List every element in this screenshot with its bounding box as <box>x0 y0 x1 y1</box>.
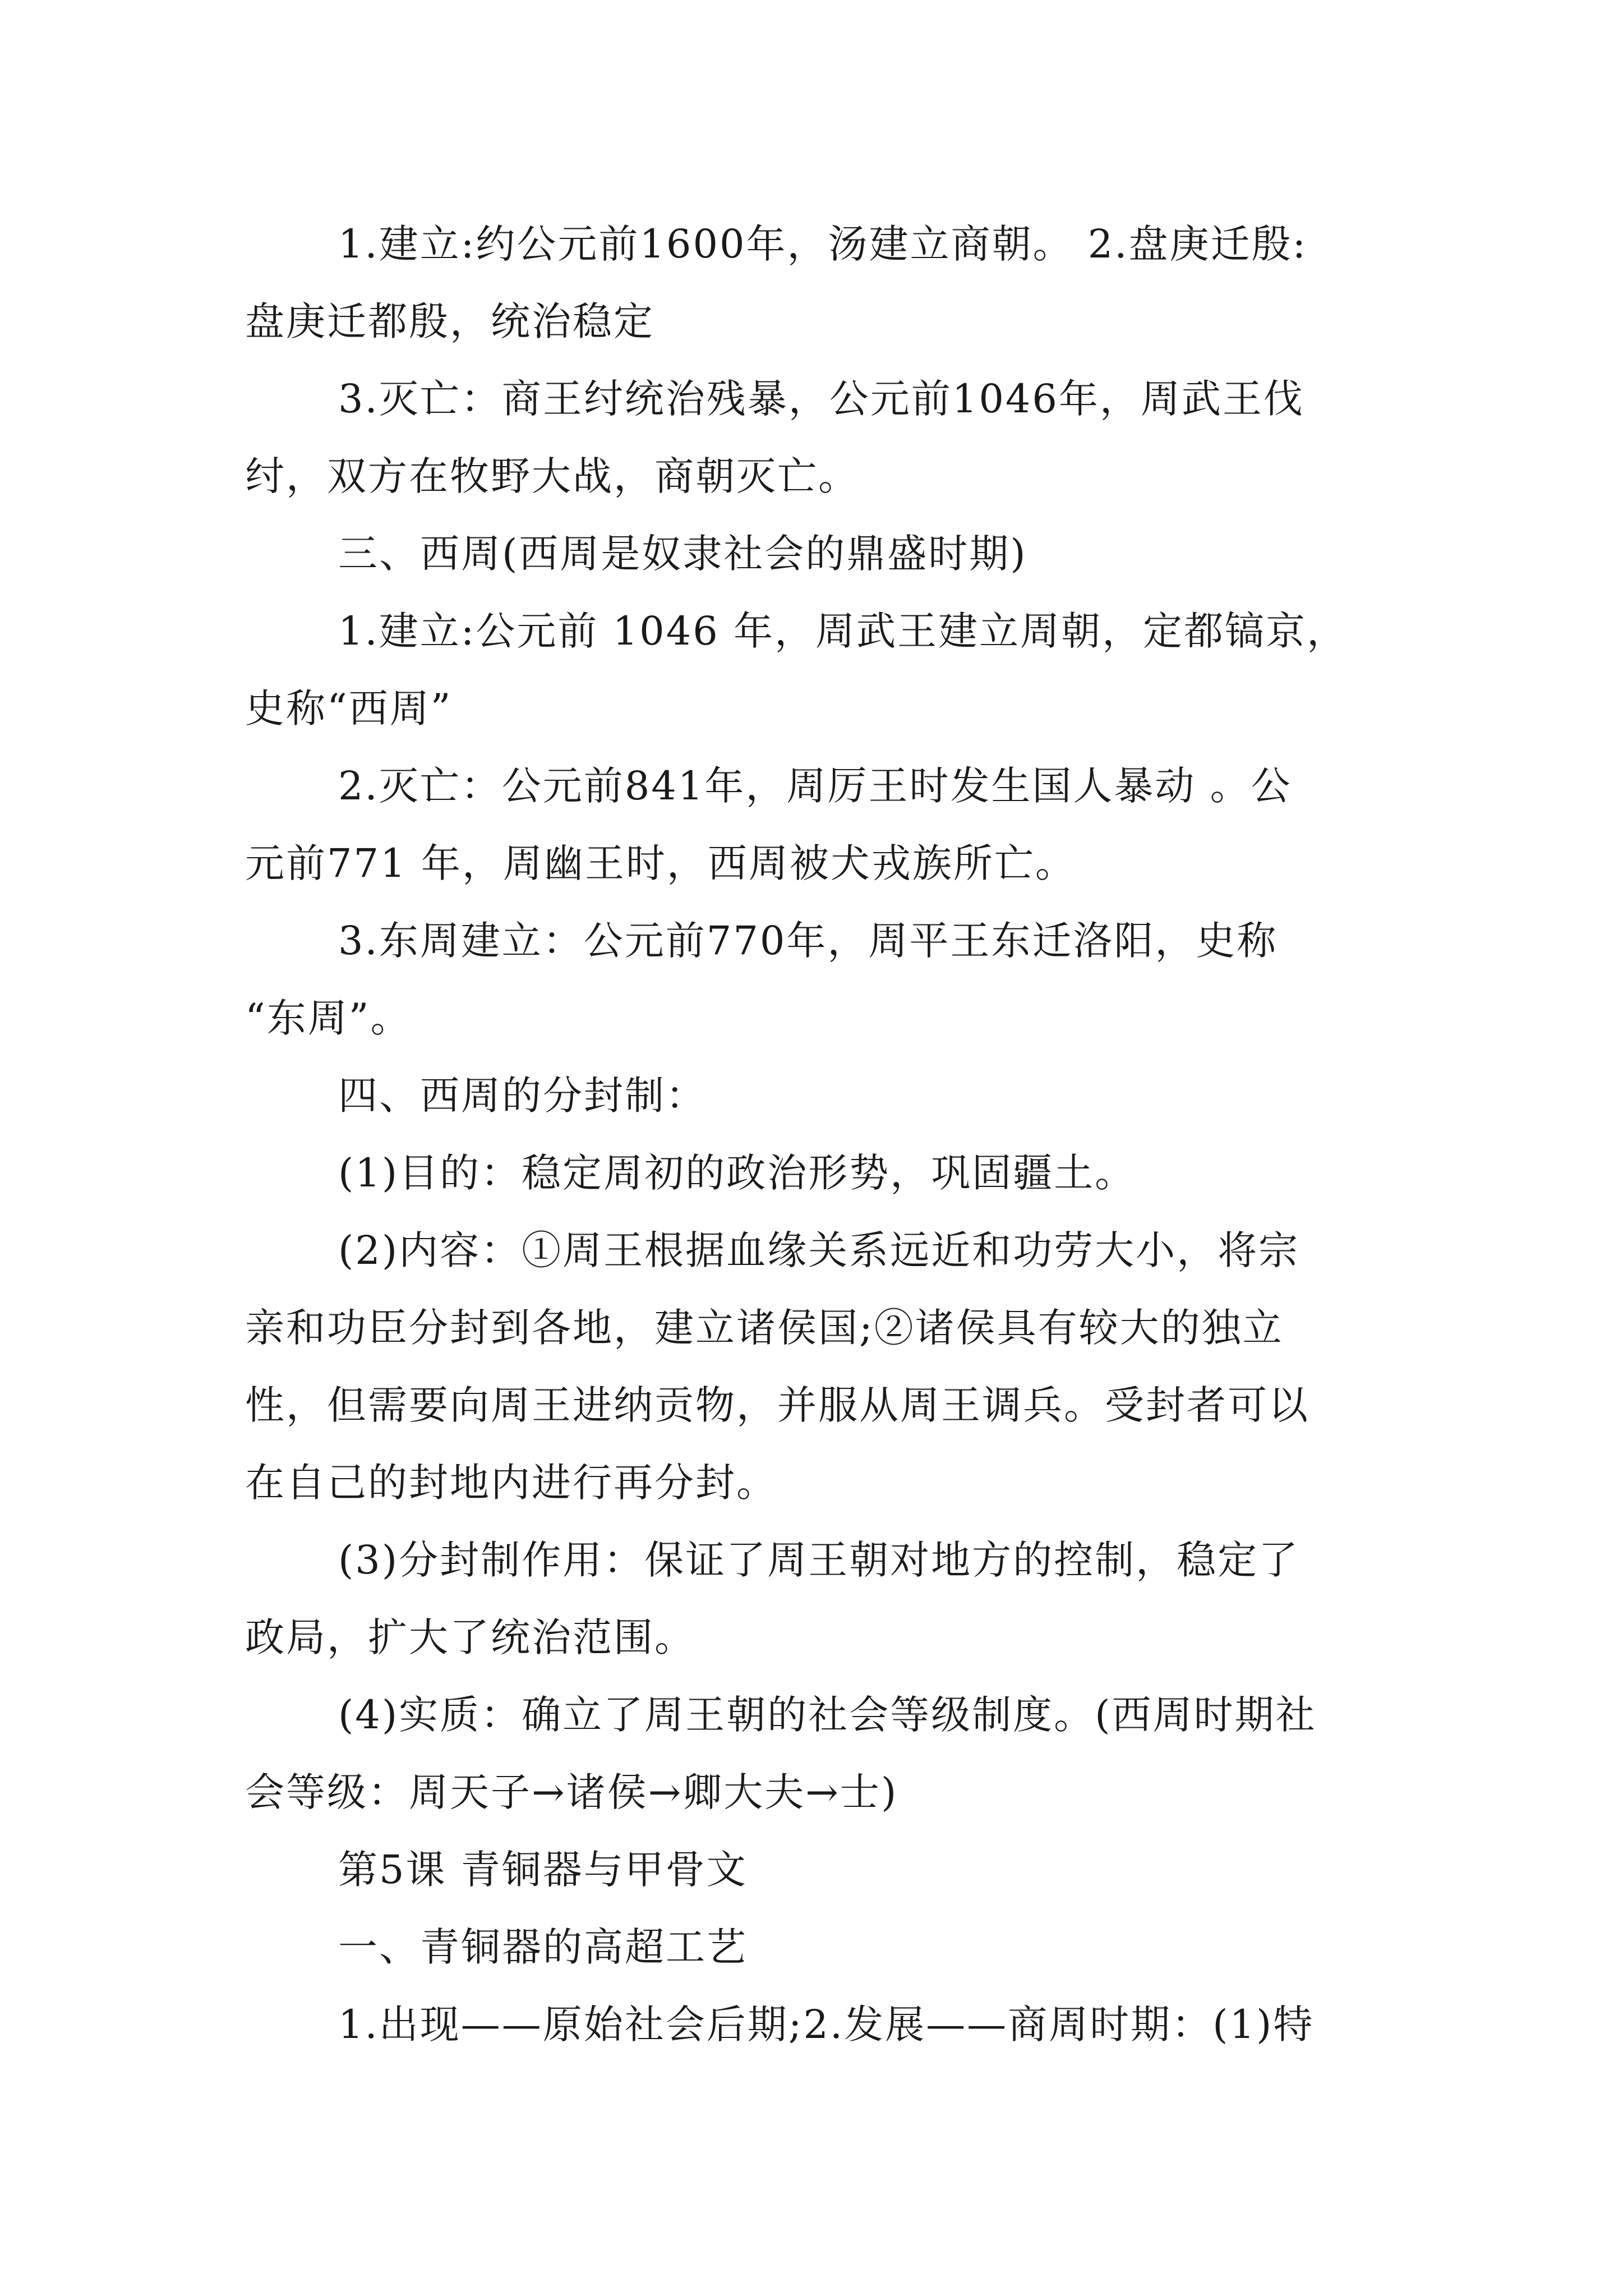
text-line: (1)目的：稳定周初的政治形势，巩固疆土。 <box>338 1150 1136 1196</box>
text-line: “东周”。 <box>245 995 412 1041</box>
lesson-title: 第5课 青铜器与甲骨文 <box>338 1847 748 1893</box>
section-heading: 一、青铜器的高超工艺 <box>338 1924 748 1970</box>
text-line: 3.东周建立：公元前770年，周平王东迁洛阳，史称 <box>338 918 1278 964</box>
text-line: (2)内容：①周王根据血缘关系远近和功劳大小，将宗 <box>338 1227 1300 1273</box>
text-line: 3.灭亡：商王纣统治残暴，公元前1046年，周武王伐 <box>338 376 1304 422</box>
text-line: 性，但需要向周王进纳贡物，并服从周王调兵。受封者可以 <box>245 1382 1310 1428</box>
text-line: 史称“西周” <box>245 685 453 731</box>
section-heading: 三、西周(西周是奴隶社会的鼎盛时期) <box>338 531 1027 577</box>
text-line: 1.建立:公元前 1046 年，周武王建立周朝，定都镐京， <box>338 608 1348 654</box>
text-line: 盘庚迁都殷，统治稳定 <box>245 298 654 344</box>
text-line: 会等级：周天子→诸侯→卿大夫→士) <box>245 1769 898 1815</box>
text-line: 政局，扩大了统治范围。 <box>245 1614 695 1660</box>
text-line: 1.出现——原始社会后期;2.发展——商周时期：(1)特 <box>338 2001 1315 2047</box>
text-line: (4)实质：确立了周王朝的社会等级制度。(西周时期社 <box>338 1692 1317 1738</box>
text-line: 亲和功臣分封到各地，建立诸侯国;②诸侯具有较大的独立 <box>245 1305 1284 1351</box>
text-line: 元前771 年，周幽王时，西周被犬戎族所亡。 <box>245 840 1076 886</box>
text-line: 在自己的封地内进行再分封。 <box>245 1460 777 1506</box>
text-line: (3)分封制作用：保证了周王朝对地方的控制，稳定了 <box>338 1537 1300 1583</box>
text-line: 2.灭亡：公元前841年，周厉王时发生国人暴动 。公 <box>338 763 1292 809</box>
section-heading: 四、西周的分封制： <box>338 1073 707 1119</box>
text-line: 1.建立:约公元前1600年，汤建立商朝。 2.盘庚迁殷: <box>338 221 1308 267</box>
text-line: 纣，双方在牧野大战，商朝灭亡。 <box>245 453 859 499</box>
